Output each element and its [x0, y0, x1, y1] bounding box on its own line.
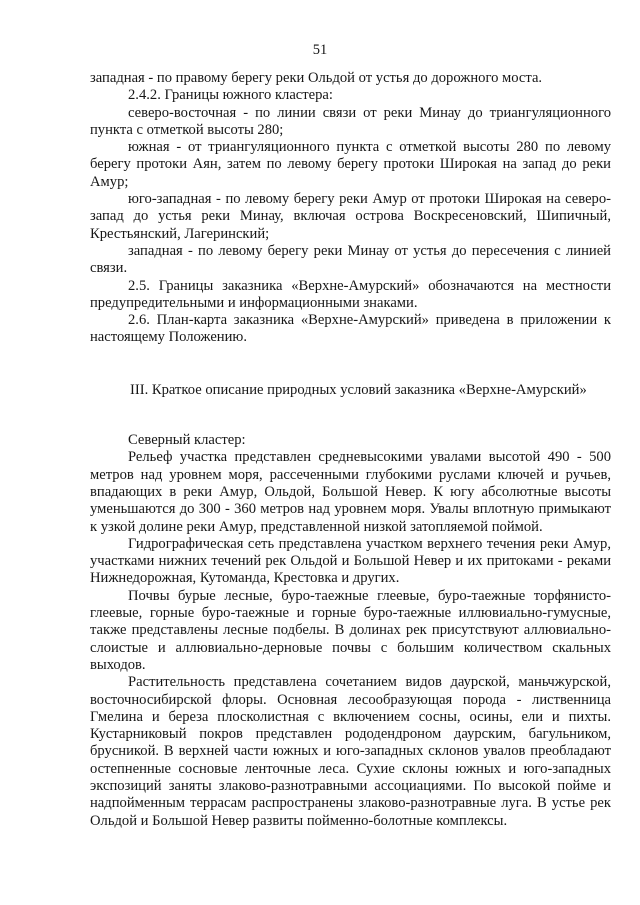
page-number: 51 — [312, 42, 328, 58]
paragraph-south-cluster-heading: 2.4.2. Границы южного кластера: — [128, 87, 333, 104]
paragraph-north-cluster: Северный кластер: — [128, 432, 246, 449]
paragraph-southwest-boundary: юго-западная - по левому берегу реки Амур от протоки Широкая на северо-запад до устья реки Минау, включая острова Воскресеновский, Шипичный, Крестьянский, Лагеринский; — [90, 191, 611, 242]
paragraph-south-boundary: южная - от триангуляционного пункта с отметкой высоты 280 по левому берегу протоки Аян, затем по левому берегу протоки Широкая на запад до реки Амур; — [90, 139, 611, 190]
paragraph-vegetation: Растительность представлена сочетанием видов даурской, маньчжурской, восточносибирской флоры. Основная лесообразующая порода - лиственница Гмелина и береза плосколистная с включением сосны, осины, ели и пихты. Кустарниковый покров представлен рододендроном даурским, багульником, брусникой. В верхней части южных и юго-западных склонов увалов преобладают остепненные сосновые ленточные леса. Сухие склоны южных и юго-западных экспозиций заняты злаково-разнотравными ассоциациями. По высокой пойме и надпойменным террасам распространены злаково-разнотравные луга. В устье рек Ольдой и Большой Невер развиты пойменно-болотные комплексы. — [90, 674, 611, 829]
paragraph-west-boundary-south: западная - по левому берегу реки Минау от устья до пересечения с линией связи. — [90, 242, 611, 277]
section-heading: III. Краткое описание природных условий заказника «Верхне-Амурский» — [130, 381, 587, 398]
paragraph-relief: Рельеф участка представлен средневысокими увалами высотой 490 - 500 метров над уровнем моря, рассеченными глубокими руслами ключей и ручьев, впадающих в реки Амур, Ольдой, Большой Невер. К югу абсолютные высоты уменьшаются до 300 - 360 метров над уровнем моря. Увалы вплотную примыкают к узкой долине реки Амур, представленной низкой затопляемой поймой. — [90, 449, 611, 535]
paragraph-west-boundary-north: западная - по правому берегу реки Ольдой от устья до дорожного моста. — [90, 70, 543, 86]
paragraph-soils: Почвы бурые лесные, буро-таежные глеевые, буро-таежные торфянисто-глеевые, горные буро-таежные и горные буро-таежные иллювиально-гумусные, также представлены лесные подбелы. В долинах рек присутствуют аллювиально-слоистые и аллювиально-дерновые почвы с большим количеством скальных выходов. — [90, 587, 611, 673]
paragraph-boundary-signs: 2.5. Границы заказника «Верхне-Амурский» обозначаются на местности предупредительными и информационными знаками. — [90, 277, 611, 311]
paragraph-hydrography: Гидрографическая сеть представлена участком верхнего течения реки Амур, участками нижних течений рек Ольдой и Большой Невер и их притоками - реками Нижнедорожная, Кутоманда, Крестовка и других. — [90, 535, 611, 587]
paragraph-plan-map: 2.6. План-карта заказника «Верхне-Амурский» приведена в приложении к настоящему Положению. — [90, 312, 611, 346]
paragraph-northeast-boundary: северо-восточная - по линии связи от реки Минау до триангуляционного пункта с отметкой высоты 280; — [90, 104, 611, 138]
document-body — [90, 70, 611, 830]
